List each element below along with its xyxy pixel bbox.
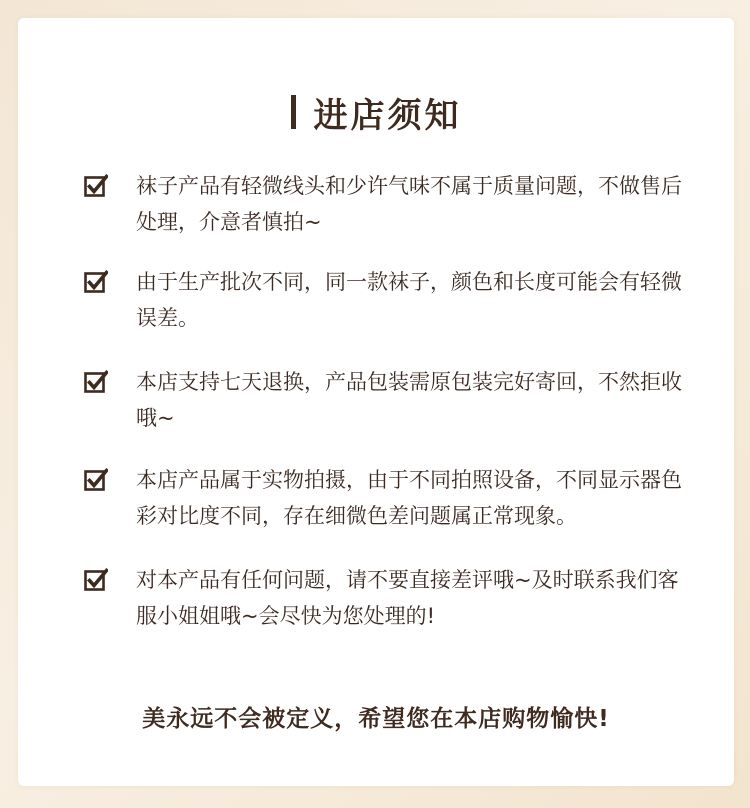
notice-text: 本店产品属于实物拍摄，由于不同拍照设备，不同显示器色彩对比度不同，存在细微色差问题属正常现象。 — [136, 468, 682, 528]
title-accent-bar — [291, 95, 296, 129]
notice-card — [18, 18, 734, 786]
checkbox-checked-icon — [84, 568, 108, 592]
notice-text: 由于生产批次不同，同一款袜子，颜色和长度可能会有轻微误差。 — [136, 270, 682, 330]
page-title: 进店须知 — [313, 95, 462, 136]
closing-slogan: 美永远不会被定义，希望您在本店购物愉快! — [142, 706, 610, 732]
notice-text: 对本产品有任何问题，请不要直接差评哦~及时联系我们客服小姐姐哦~会尽快为您处理的! — [136, 568, 679, 628]
title-row — [18, 90, 734, 134]
checkbox-checked-icon — [84, 174, 108, 198]
notice-text: 袜子产品有轻微线头和少许气味不属于质量问题，不做售后处理，介意者慎拍~ — [136, 174, 682, 234]
notice-text: 本店支持七天退换，产品包装需原包装完好寄回，不然拒收哦~ — [136, 370, 682, 430]
checkbox-checked-icon — [84, 270, 108, 294]
checkbox-checked-icon — [84, 370, 108, 394]
checkbox-checked-icon — [84, 468, 108, 492]
